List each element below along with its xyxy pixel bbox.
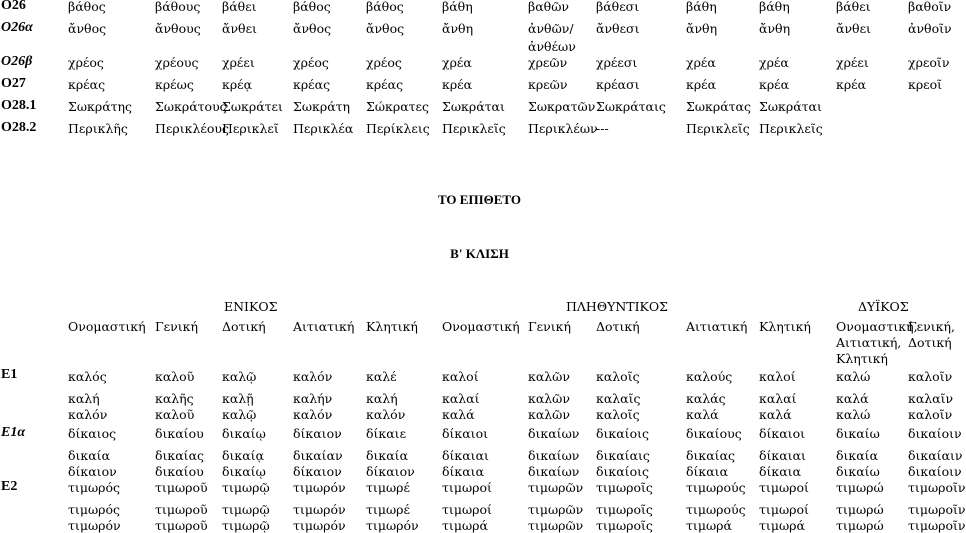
cell: καλά (442, 407, 475, 422)
cell: δικαίᾳ (222, 448, 265, 463)
cell: κρέως (155, 77, 194, 92)
cell: δικαίοιν (908, 426, 962, 441)
cell: καλοί (759, 369, 796, 384)
cell: δίκαιον (366, 464, 415, 479)
cell: Σώκρατες (366, 99, 430, 114)
row-code: O27 (1, 76, 26, 91)
cell: Περικλέους (155, 121, 229, 136)
case-header: Δοτική (222, 319, 266, 334)
cell: ἄνθη (442, 21, 474, 36)
cell: τιμωρά (686, 518, 732, 533)
cell: τιμωροί (442, 502, 492, 517)
cell: καλή (68, 391, 100, 406)
cell: ἀνθῶν/ (528, 21, 574, 36)
cell: καλοῖς (596, 369, 640, 384)
section-title: ΤΟ ΕΠΙΘΕΤΟ (438, 192, 521, 207)
cell: καλώ (836, 407, 871, 422)
cell: καλοῖς (596, 407, 640, 422)
cell: Σωκρατῶν (528, 99, 596, 114)
cell: χρέα (442, 55, 472, 70)
cell: χρέεσι (596, 55, 638, 70)
cell: βαθοῖν (908, 0, 952, 14)
case-header-sub: Αιτιατική, (836, 335, 902, 350)
row-code: O26α (1, 20, 33, 35)
cell: καλούς (686, 369, 733, 384)
cell: καλαῖν (908, 391, 954, 406)
cell: δίκαια (442, 464, 485, 479)
cell: δικαία (68, 448, 111, 463)
cell: βάθος (293, 0, 331, 14)
cell: τιμωρόν (68, 518, 121, 533)
cell: Σωκράτους (155, 99, 227, 114)
cell: καλάς (686, 391, 726, 406)
cell: καλαί (759, 391, 797, 406)
cell: ἄνθη (686, 21, 718, 36)
cell: χρέει (222, 55, 255, 70)
cell: --- (596, 121, 609, 136)
case-header: Δοτική (596, 319, 640, 334)
cell: δικαίου (155, 426, 204, 441)
cell: Περίκλεις (366, 121, 430, 136)
cell: τιμωρῷ (222, 480, 270, 495)
cell: καλῶν (528, 407, 570, 422)
cell: Σωκράται (759, 99, 822, 114)
cell: βάθη (686, 0, 717, 14)
cell: τιμωρόν (293, 518, 346, 533)
row-code: O26β (1, 54, 33, 69)
cell: καλοῖν (908, 369, 953, 384)
cell: καλή (366, 391, 398, 406)
case-header: Γενική, (908, 319, 955, 334)
row-code: E2 (1, 479, 18, 494)
cell: Περικλέα (293, 121, 354, 136)
cell: καλῆς (155, 391, 194, 406)
cell: βάθη (442, 0, 473, 14)
cell: ἄνθει (222, 21, 257, 36)
cell: δικαίαις (596, 448, 650, 463)
cell: δίκαιον (293, 464, 342, 479)
cell: τιμωρώ (836, 502, 884, 517)
cell: Σωκράτης (68, 99, 133, 114)
cell: χρέα (759, 55, 789, 70)
cell: βάθος (366, 0, 404, 14)
cell: τιμωροῦ (155, 480, 208, 495)
case-header: Ονομαστική (442, 319, 520, 334)
group-plural: ΠΛΗΘΥΝΤΙΚΟΣ (566, 299, 668, 314)
cell: δίκαιον (293, 426, 342, 441)
cell: καλήν (293, 391, 333, 406)
cell: τιμωρός (68, 502, 121, 517)
cell: καλοῦ (155, 407, 195, 422)
cell: χρέος (366, 55, 402, 70)
cell: Σωκράταις (596, 99, 666, 114)
cell: βάθους (155, 0, 201, 14)
cell: τιμωρῶν (528, 518, 584, 533)
cell: τιμωροί (759, 480, 809, 495)
cell: κρεῶν (528, 77, 568, 92)
cell: τιμωροῖς (596, 518, 653, 533)
cell: καλῶν (528, 369, 570, 384)
cell: δίκαια (759, 464, 802, 479)
cell: Σωκράται (442, 99, 505, 114)
cell: δικαίῳ (222, 464, 266, 479)
cell: βάθη (759, 0, 790, 14)
cell: δικαίων (528, 426, 580, 441)
cell: δικαίου (155, 464, 204, 479)
cell: καλαί (442, 391, 480, 406)
cell: ἄνθους (155, 21, 201, 36)
cell: τιμωροῖς (596, 480, 653, 495)
cell: βάθει (836, 0, 871, 14)
cell: χρέει (836, 55, 869, 70)
cell: δίκαιαι (759, 448, 806, 463)
cell: τιμωροῖν (908, 502, 966, 517)
cell: τιμωρέ (366, 502, 410, 517)
cell: κρέας (68, 77, 106, 92)
cell: χρέος (293, 55, 329, 70)
cell: δίκαιε (366, 426, 407, 441)
cell: Περικλέων (528, 121, 598, 136)
case-header: Κλητική (759, 319, 811, 334)
cell: τιμωρώ (836, 480, 884, 495)
cell: κρέα (759, 77, 790, 92)
cell: Περικλεῖ (222, 121, 279, 136)
cell: δικαία (836, 448, 879, 463)
case-header: Ονομαστική, (836, 319, 918, 334)
cell: δικαίοις (596, 464, 650, 479)
cell: βάθεσι (596, 0, 640, 14)
cell: δικαίους (686, 426, 742, 441)
cell: τιμωροῦ (155, 518, 208, 533)
cell: ἄνθος (68, 21, 107, 36)
cell: καλός (68, 369, 107, 384)
cell: βάθει (222, 0, 257, 14)
case-header: Γενική (528, 319, 571, 334)
cell: βαθῶν (528, 0, 569, 14)
cell: δικαίω (836, 464, 880, 479)
cell: καλῶν (528, 391, 570, 406)
cell: κρέασι (596, 77, 640, 92)
cell: χρέους (155, 55, 199, 70)
case-header: Γενική (155, 319, 198, 334)
cell: τιμωρούς (686, 502, 746, 517)
cell: Περικλεῖς (686, 121, 750, 136)
cell: καλόν (293, 407, 333, 422)
cell: Σωκράτας (686, 99, 751, 114)
cell: δικαίαιν (908, 448, 963, 463)
cell: καλά (686, 407, 719, 422)
group-singular: ΕΝΙΚΟΣ (224, 299, 278, 314)
cell: ἄνθει (836, 21, 871, 36)
cell: ἀνθοῖν (908, 21, 952, 36)
cell: ἄνθεσι (596, 21, 640, 36)
cell: κρέα (686, 77, 717, 92)
cell: βάθος (68, 0, 106, 14)
cell: καλόν (366, 407, 406, 422)
cell: δίκαιοι (759, 426, 806, 441)
case-header-sub: Δοτική (908, 335, 952, 350)
cell: δικαίῳ (222, 426, 266, 441)
cell: καλά (759, 407, 792, 422)
cell: Περικλεῖς (759, 121, 823, 136)
case-header-sub: Κλητική (836, 351, 888, 366)
case-header: Κλητική (366, 319, 418, 334)
cell: κρέας (366, 77, 404, 92)
case-header: Ονομαστική (68, 319, 146, 334)
cell: τιμωρῷ (222, 518, 270, 533)
case-header: Αιτιατική (293, 319, 355, 334)
cell: τιμωρά (442, 518, 488, 533)
cell: χρεῶν (528, 55, 568, 70)
cell: καλέ (366, 369, 397, 384)
cell: ἄνθος (293, 21, 332, 36)
cell: χρέα (686, 55, 716, 70)
cell: τιμωρῶν (528, 480, 584, 495)
cell: κρέα (836, 77, 867, 92)
cell: τιμωρόν (293, 480, 346, 495)
cell: δίκαιον (68, 464, 117, 479)
cell: τιμωροῦ (155, 502, 208, 517)
section-subtitle: Β' ΚΛΙΣΗ (450, 246, 509, 261)
cell: δικαία (366, 448, 409, 463)
cell: καλῷ (222, 369, 257, 384)
group-dual: ΔΥΪΚΟΣ (858, 299, 909, 314)
cell: Σωκράτει (222, 99, 283, 114)
cell: κρέα (442, 77, 473, 92)
cell: κρεοῖ (908, 77, 943, 92)
cell: δικαίας (686, 448, 736, 463)
cell: δικαίαν (293, 448, 343, 463)
cell: Περικλεῖς (442, 121, 506, 136)
cell: καλαῖς (596, 391, 641, 406)
cell: καλώ (836, 369, 871, 384)
row-code: O28.2 (1, 120, 37, 135)
cell: τιμωρῷ (222, 502, 270, 517)
cell: καλόν (293, 369, 333, 384)
cell: δικαίω (836, 426, 880, 441)
cell: καλοῖν (908, 407, 953, 422)
row-code: E1α (1, 425, 26, 440)
cell: τιμωροῖν (908, 518, 966, 533)
cell: καλῷ (222, 407, 257, 422)
cell: ἄνθη (759, 21, 791, 36)
cell: καλοῦ (155, 369, 195, 384)
cell: δικαίοις (596, 426, 650, 441)
cell: καλοί (442, 369, 479, 384)
cell: δίκαιοι (442, 426, 489, 441)
cell: τιμωρόν (366, 518, 419, 533)
cell: δικαίοιν (908, 464, 962, 479)
cell: τιμωρά (759, 518, 805, 533)
cell: δικαίων (528, 448, 580, 463)
cell: τιμωροῖν (908, 480, 966, 495)
row-code: E1 (1, 367, 18, 382)
cell: δίκαιος (68, 426, 117, 441)
cell: χρέος (68, 55, 104, 70)
cell: καλῇ (222, 391, 254, 406)
cell: τιμωρός (68, 480, 121, 495)
case-header: Αιτιατική (686, 319, 748, 334)
cell: τιμωροί (759, 502, 809, 517)
cell: τιμωρῶν (528, 502, 584, 517)
cell-extra: ἀνθέων (528, 39, 576, 54)
cell: δικαίας (155, 448, 205, 463)
cell: τιμωρέ (366, 480, 410, 495)
cell: Σωκράτη (293, 99, 351, 114)
cell: τιμωροί (442, 480, 492, 495)
row-code: O26 (1, 0, 26, 13)
cell: ἄνθος (366, 21, 405, 36)
cell: δικαίων (528, 464, 580, 479)
cell: καλά (836, 391, 869, 406)
cell: τιμωρόν (293, 502, 346, 517)
row-code: O28.1 (1, 98, 37, 113)
cell: καλόν (68, 407, 108, 422)
cell: τιμωρώ (836, 518, 884, 533)
cell: τιμωρούς (686, 480, 746, 495)
cell: κρέας (293, 77, 331, 92)
cell: χρεοῖν (908, 55, 950, 70)
cell: Περικλῆς (68, 121, 128, 136)
cell: δίκαιαι (442, 448, 489, 463)
cell: δίκαια (686, 464, 729, 479)
cell: τιμωροῖς (596, 502, 653, 517)
cell: κρέᾳ (222, 77, 253, 92)
